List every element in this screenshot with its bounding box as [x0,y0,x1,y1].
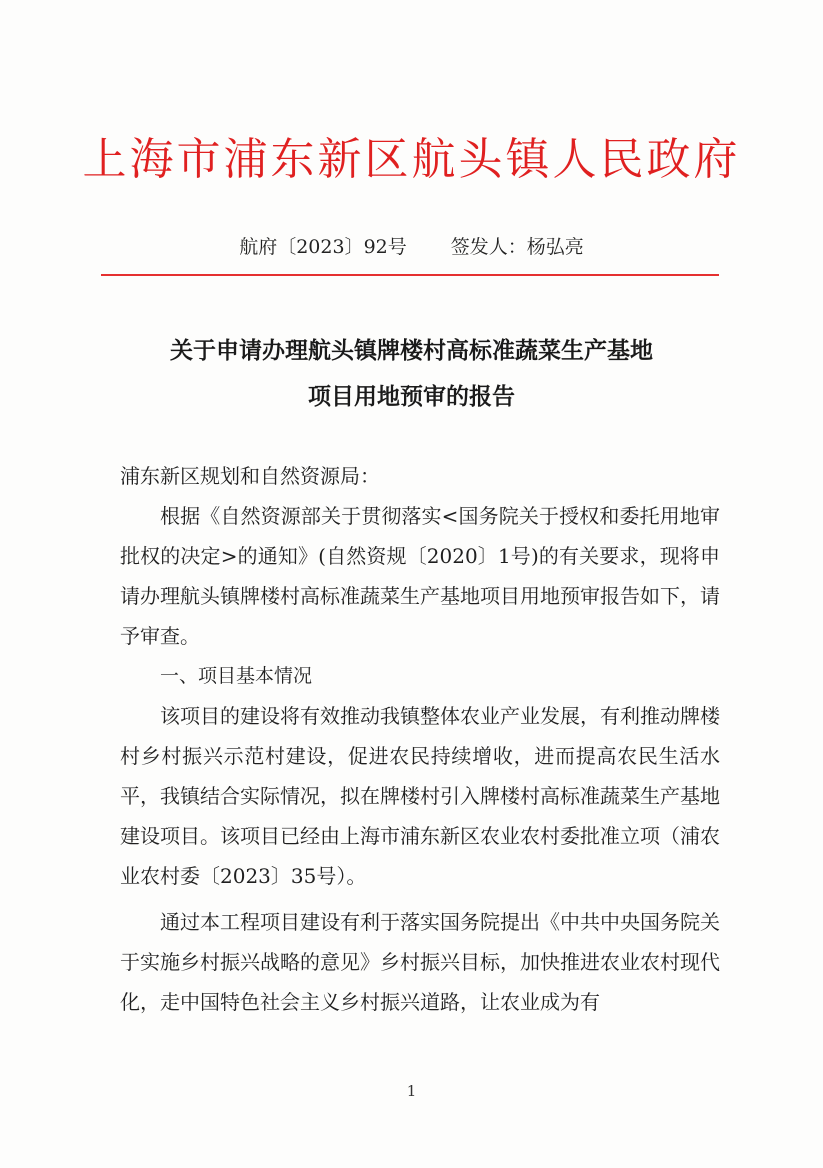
section-heading-1: 一、项目基本情况 [160,665,313,687]
document-title [0,328,823,420]
paragraph-project-overview: 该项目的建设将有效推动我镇整体农业产业发展，有利推动牌楼村乡村振兴示范村建设，促进农民持续增收，进而提高农民生活水平，我镇结合实际情况，拟在牌楼村引入牌楼村高标准蔬菜生产基地建设项目。该项目已经由上海市浦东新区农业农村委批准立项（浦农业农村委〔2023〕35号）。 [120,704,720,888]
document-number: 航府〔2023〕92号 [239,236,407,258]
issuer-masthead: 上海市浦东新区航头镇人民政府 [82,134,741,185]
title-line-1: 关于申请办理航头镇牌楼村高标准蔬菜生产基地 [170,338,653,364]
document-body [120,456,720,1022]
paragraph-basis: 根据《自然资源部关于贯彻落实<国务院关于授权和委托用地审批权的决定>的通知》(自然资规〔2020〕1号)的有关要求，现将申请办理航头镇牌楼村高标准蔬菜生产基地项目用地预审报告如下，请予审查。 [120,504,720,648]
title-line-2: 项目用地预审的报告 [308,384,515,410]
red-separator-rule [101,274,719,276]
page-number: 1 [406,1082,417,1100]
addressee: 浦东新区规划和自然资源局： [120,464,380,488]
document-meta [0,232,823,262]
paragraph-policy: 通过本工程项目建设有利于落实国务院提出《中共中央国务院关于实施乡村振兴战略的意见》乡村振兴目标，加快推进农业农村现代化，走中国特色社会主义乡村振兴道路，让农业成为有 [120,910,720,1014]
signer: 签发人：杨弘亮 [450,236,584,258]
